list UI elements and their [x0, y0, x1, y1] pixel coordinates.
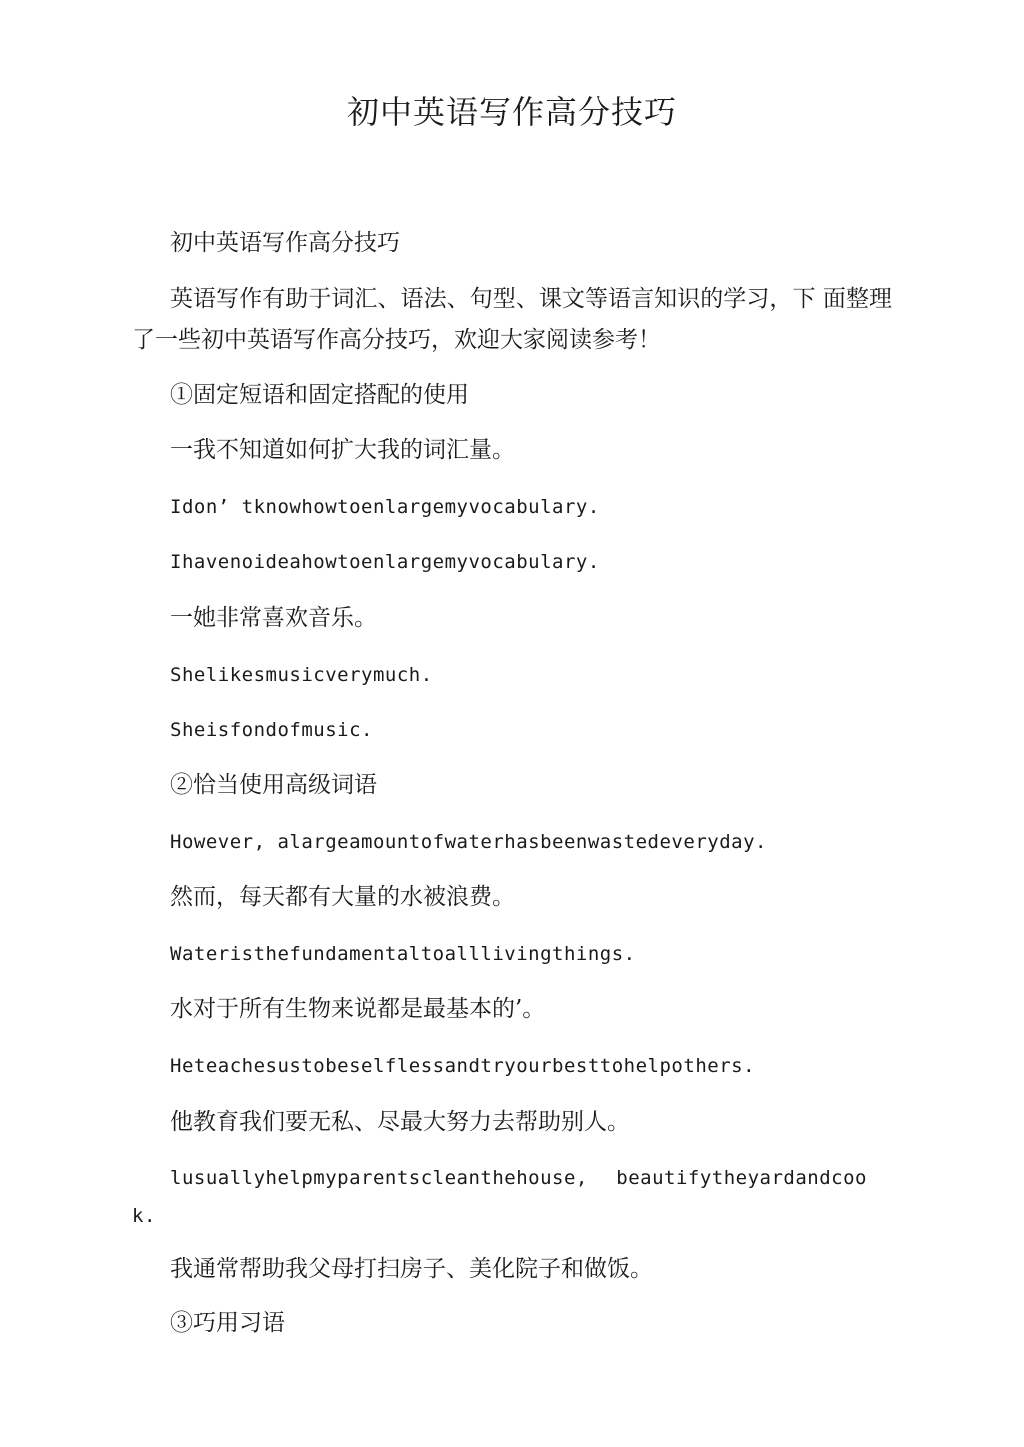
- paragraph-chinese: 然而，每天都有大量的水被浪费。: [170, 884, 515, 910]
- document-title: 初中英语写作高分技巧: [346, 93, 677, 131]
- paragraph-heading: 初中英语写作高分技巧: [170, 230, 400, 256]
- paragraph-english: Wateristhefundamentaltoalllivingthings.: [170, 943, 636, 965]
- paragraph-intro: 英语写作有助于词汇、语法、句型、课文等语言知识的学习，下 面整理了一些初中英语写作高分技巧，欢迎大家阅读参考！: [132, 286, 892, 353]
- paragraph-english: Sheisfondofmusic.: [170, 719, 373, 741]
- section-heading-2: ②恰当使用高级词语: [170, 772, 377, 798]
- paragraph-english: Ihavenoideahowtoenlargemyvocabulary.: [170, 551, 600, 573]
- paragraph-english: Shelikesmusicverymuch.: [170, 664, 433, 686]
- paragraph-english: Heteachesustobeselflessandtryourbesttohelpothers.: [170, 1055, 756, 1077]
- paragraph-chinese: 我通常帮助我父母打扫房子、美化院子和做饭。: [170, 1256, 653, 1282]
- paragraph-chinese: 一她非常喜欢音乐。: [170, 605, 377, 631]
- paragraph-chinese: 一我不知道如何扩大我的词汇量。: [170, 437, 515, 463]
- section-heading-1: ①固定短语和固定搭配的使用: [170, 382, 469, 408]
- paragraph-english: lusuallyhelpmyparentscleanthehouse, beautifytheyardandcook.: [132, 1167, 867, 1227]
- section-heading-3: ③巧用习语: [170, 1310, 285, 1336]
- paragraph-chinese: 水对于所有生物来说都是最基本的’。: [170, 996, 546, 1022]
- paragraph-english: However, alargeamountofwaterhasbeenwastedeveryday.: [170, 831, 767, 853]
- paragraph-english: Idon’ tknowhowtoenlargemyvocabulary.: [170, 496, 600, 518]
- paragraph-chinese: 他教育我们要无私、尽最大努力去帮助别人。: [170, 1109, 630, 1135]
